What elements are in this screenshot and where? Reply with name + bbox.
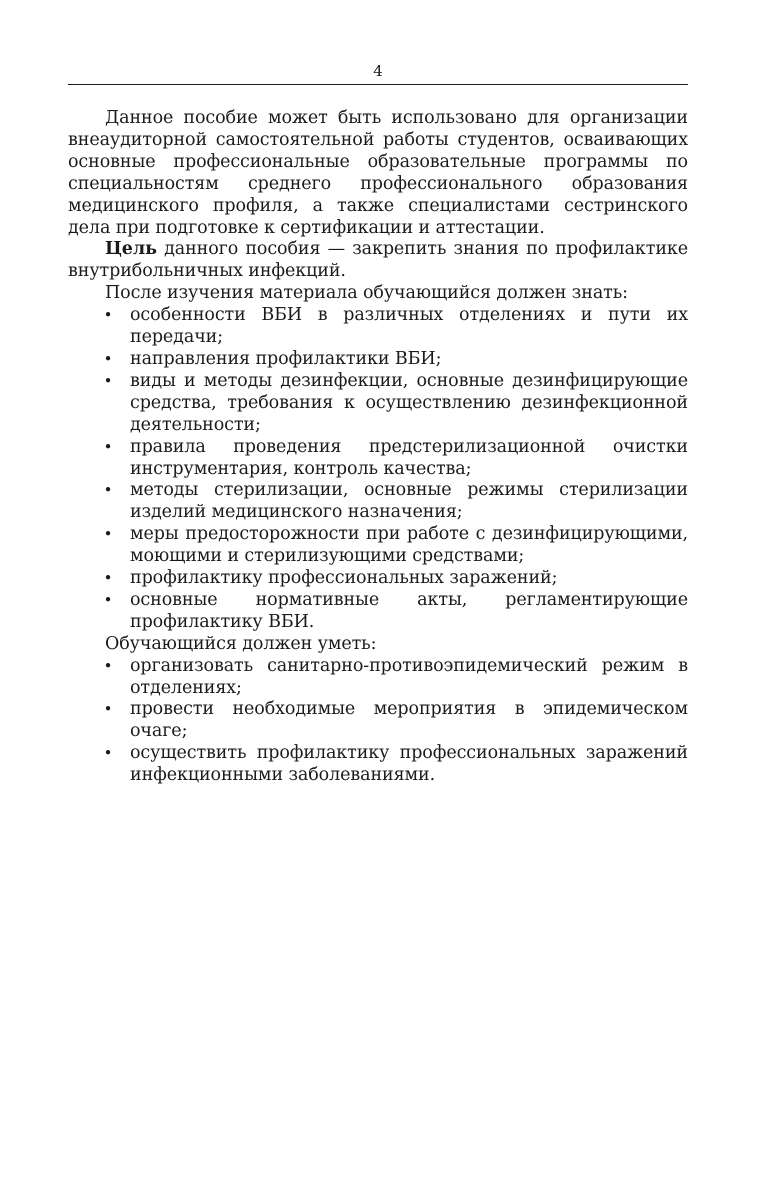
page-number: 4: [373, 62, 383, 80]
list-item-text: профилактику профессиональных заражений;: [130, 568, 558, 589]
bullet-icon: •: [103, 590, 113, 609]
list-item: [68, 437, 688, 481]
goal-paragraph: [68, 239, 688, 283]
intro-paragraph: Данное пособие может быть использовано для организации внеаудиторной самостоятельной работы студентов, осваивающих основные профессиональные образовательные программы по специальностям среднего профессионального образования медицинского профиля, а также специалистами сестринского дела при подготовке к сертификации и аттестации.: [68, 108, 688, 238]
list-item-text: методы стерилизации, основные режимы стерилизации изделий медицинского назначения;: [130, 480, 688, 523]
page-body: [68, 108, 688, 787]
know-heading: После изучения материала обучающийся должен знать:: [105, 283, 628, 304]
bullet-icon: •: [103, 349, 113, 368]
list-item: [68, 371, 688, 437]
bullet-icon: •: [103, 569, 113, 588]
list-item-text: меры предосторожности при работе с дезинфицирующими, моющими и стерилизующими средствами;: [130, 524, 688, 567]
list-item: [68, 590, 688, 634]
list-item-text: основные нормативные акты, регламентирующие профилактику ВБИ.: [130, 589, 688, 632]
list-item: [68, 743, 688, 787]
list-item: [68, 349, 688, 371]
list-item: [68, 568, 688, 590]
goal-text: данного пособия — закрепить знания по профилактике внутрибольничных инфекций.: [68, 239, 688, 282]
list-item-text: правила проведения предстерилизационной очистки инструментария, контроль качества;: [130, 436, 688, 479]
bullet-icon: •: [103, 700, 113, 719]
list-item-text: провести необходимые мероприятия в эпидемическом очаге;: [130, 699, 688, 742]
bullet-icon: •: [103, 371, 113, 390]
can-list: [68, 656, 688, 787]
bullet-icon: •: [103, 656, 113, 675]
list-item: [68, 305, 688, 349]
bullet-icon: •: [103, 525, 113, 544]
list-item-text: организовать санитарно-противоэпидемический режим в отделениях;: [130, 655, 688, 698]
list-item-text: особенности ВБИ в различных отделениях и пути их передачи;: [130, 305, 688, 348]
list-item-text: виды и методы дезинфекции, основные дезинфицирующие средства, требования к осуществлению дезинфекционной деятельности;: [130, 370, 688, 435]
bullet-icon: •: [103, 744, 113, 763]
list-item: [68, 699, 688, 743]
list-item: [68, 656, 688, 700]
bullet-icon: •: [103, 306, 113, 325]
list-item: [68, 524, 688, 568]
list-item-text: направления профилактики ВБИ;: [130, 348, 442, 369]
bullet-icon: •: [103, 437, 113, 456]
list-item: [68, 480, 688, 524]
bullet-icon: •: [103, 481, 113, 500]
goal-label: Цель: [105, 239, 157, 260]
can-heading: Обучающийся должен уметь:: [105, 633, 377, 654]
list-item-text: осуществить профилактику профессиональных заражений инфекционными заболеваниями.: [130, 743, 688, 786]
know-list: [68, 305, 688, 634]
header-rule: [68, 84, 688, 85]
